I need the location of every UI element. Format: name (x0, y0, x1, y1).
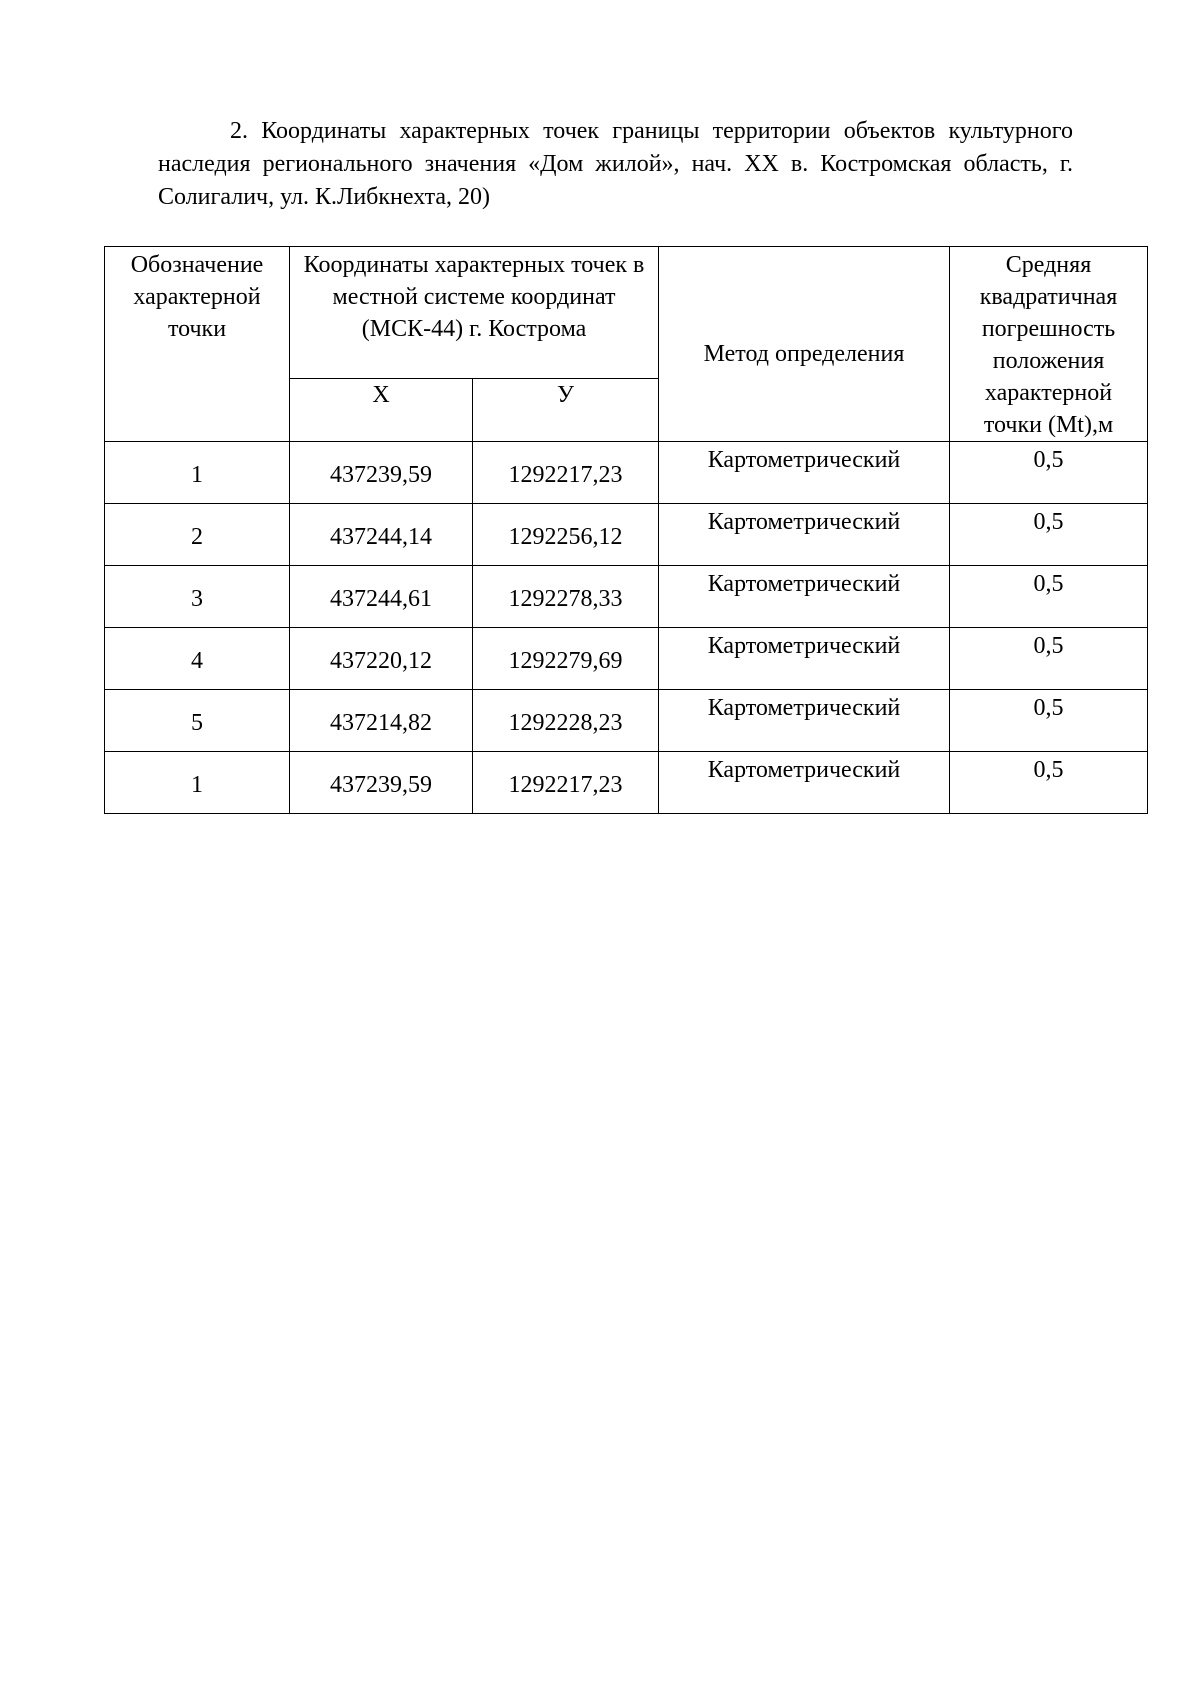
cell-point: 1 (105, 752, 290, 814)
table-row (105, 628, 1148, 690)
cell-error: 0,5 (950, 628, 1148, 690)
table-row (105, 442, 1148, 504)
intro-paragraph: 2. Координаты характерных точек границы территории объектов культурного наследия регионального значения «Дом жилой», нач. XX в. Костромская область, г. Солигалич, ул. К.Либкнехта, 20) (158, 118, 1073, 210)
cell-point: 2 (105, 504, 290, 566)
header-point: Обозначение характерной точки (105, 247, 290, 442)
header-x: Х (290, 378, 473, 441)
header-error: Средняя квадратичная погрешность положения характерной точки (Mt),м (950, 247, 1148, 442)
header-row-top (105, 247, 1148, 379)
cell-method: Картометрический (659, 628, 950, 690)
cell-method: Картометрический (659, 690, 950, 752)
cell-y: 1292279,69 (473, 628, 659, 690)
cell-error: 0,5 (950, 690, 1148, 752)
cell-error: 0,5 (950, 442, 1148, 504)
cell-error: 0,5 (950, 504, 1148, 566)
cell-point: 3 (105, 566, 290, 628)
header-y: У (473, 378, 659, 441)
cell-x: 437214,82 (290, 690, 473, 752)
cell-y: 1292256,12 (473, 504, 659, 566)
cell-error: 0,5 (950, 566, 1148, 628)
coordinates-table (104, 246, 1148, 814)
header-coords-group: Координаты характерных точек в местной системе координат (МСК-44) г. Кострома (290, 247, 659, 379)
cell-y: 1292217,23 (473, 442, 659, 504)
cell-method: Картометрический (659, 504, 950, 566)
cell-x: 437239,59 (290, 752, 473, 814)
cell-x: 437244,14 (290, 504, 473, 566)
cell-method: Картометрический (659, 442, 950, 504)
cell-x: 437244,61 (290, 566, 473, 628)
cell-method: Картометрический (659, 752, 950, 814)
table-row (105, 690, 1148, 752)
cell-x: 437220,12 (290, 628, 473, 690)
cell-y: 1292228,23 (473, 690, 659, 752)
cell-error: 0,5 (950, 752, 1148, 814)
table-row (105, 504, 1148, 566)
cell-method: Картометрический (659, 566, 950, 628)
cell-x: 437239,59 (290, 442, 473, 504)
cell-y: 1292278,33 (473, 566, 659, 628)
header-method: Метод определения (659, 247, 950, 442)
table-row (105, 752, 1148, 814)
cell-y: 1292217,23 (473, 752, 659, 814)
table-row (105, 566, 1148, 628)
cell-point: 5 (105, 690, 290, 752)
cell-point: 4 (105, 628, 290, 690)
cell-point: 1 (105, 442, 290, 504)
